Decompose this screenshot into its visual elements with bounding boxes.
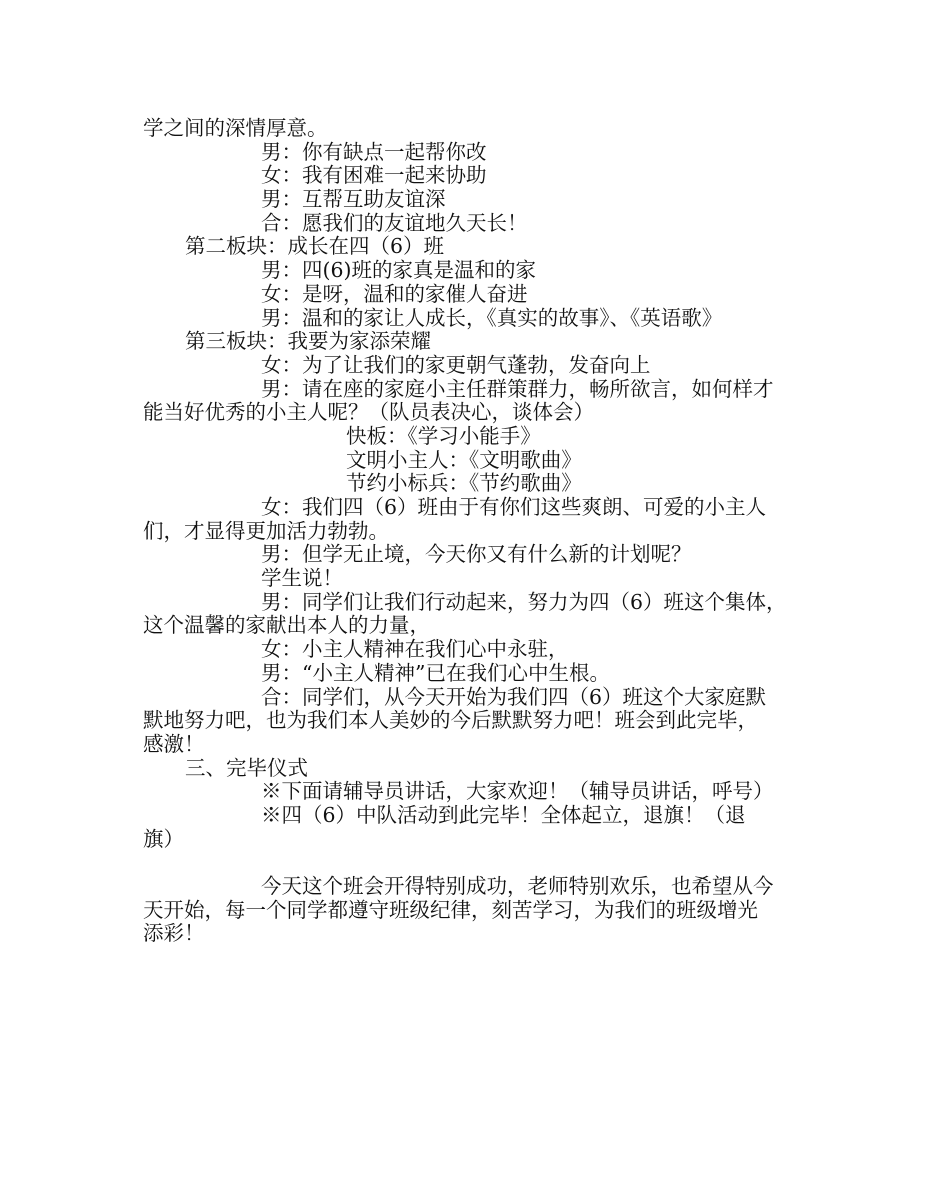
text-line: 男：同学们让我们行动起来，努力为四（6）班这个集体， <box>261 589 787 614</box>
text-line: 感激！ <box>143 731 205 756</box>
text-line: ※下面请辅导员讲话，大家欢迎！（辅导员讲话，呼号） <box>261 779 774 804</box>
text-line: 女：小主人精神在我们心中永驻， <box>261 637 569 662</box>
text-line: 女：我有困难一起来协助 <box>261 163 487 188</box>
program-item: 节约小标兵：《节约歌曲》 <box>346 471 582 496</box>
text-line: 们，才显得更加活力勃勃。 <box>143 518 389 543</box>
text-line: 合：同学们，从今天开始为我们四（6）班这个大家庭默 <box>261 684 767 709</box>
text-line: 男：请在座的家庭小主任群策群力，畅所欲言，如何样才 <box>261 376 774 401</box>
document-body <box>143 117 833 946</box>
text-line: 男：你有缺点一起帮你改 <box>261 139 487 164</box>
program-item: 快板：《学习小能手》 <box>346 423 541 448</box>
text-line: 旗） <box>143 826 184 851</box>
text-line: 男：互帮互助友谊深 <box>261 187 446 212</box>
text-line: 天开始，每一个同学都遵守班级纪律，刻苦学习，为我们的班级增光 <box>143 897 758 922</box>
text-line: 男：四(6)班的家真是温和的家 <box>261 258 537 283</box>
section-heading: 三、完毕仪式 <box>185 755 308 780</box>
section-heading: 第二板块：成长在四（6）班 <box>185 234 445 259</box>
text-line: 这个温馨的家献出本人的力量， <box>143 613 430 638</box>
text-line: 合：愿我们的友谊地久天长！ <box>261 210 528 235</box>
program-item: 文明小主人：《文明歌曲》 <box>346 447 582 472</box>
text-line: 女：为了让我们的家更朝气蓬勃，发奋向上 <box>261 352 651 377</box>
text-line: ※四（6）中队活动到此完毕！全体起立，退旗！（退 <box>261 802 746 827</box>
text-line: 女：我们四（6）班由于有你们这些爽朗、可爱的小主人 <box>261 495 767 519</box>
text-line: 男：温和的家让人成长，《真实的故事》、《英语歌》 <box>261 305 723 330</box>
text-line: 默地努力吧，也为我们本人美妙的今后默默努力吧！班会到此完毕， <box>143 708 758 733</box>
text-line: 女：是呀，温和的家催人奋进 <box>261 281 528 306</box>
section-heading: 第三板块：我要为家添荣耀 <box>185 329 431 354</box>
text-line: 学之间的深情厚意。 <box>143 116 328 140</box>
text-line: 男：“小主人精神”已在我们心中生根。 <box>261 660 610 685</box>
text-line: 男：但学无止境，今天你又有什么新的计划呢？ <box>261 542 692 567</box>
text-line: 学生说！ <box>261 566 343 591</box>
blank-line <box>143 851 833 875</box>
text-line: 今天这个班会开得特别成功，老师特别欢乐，也希望从今 <box>261 874 774 898</box>
text-line: 添彩！ <box>143 921 205 946</box>
text-line: 能当好优秀的小主人呢？（队员表决心，谈体会） <box>143 400 594 425</box>
